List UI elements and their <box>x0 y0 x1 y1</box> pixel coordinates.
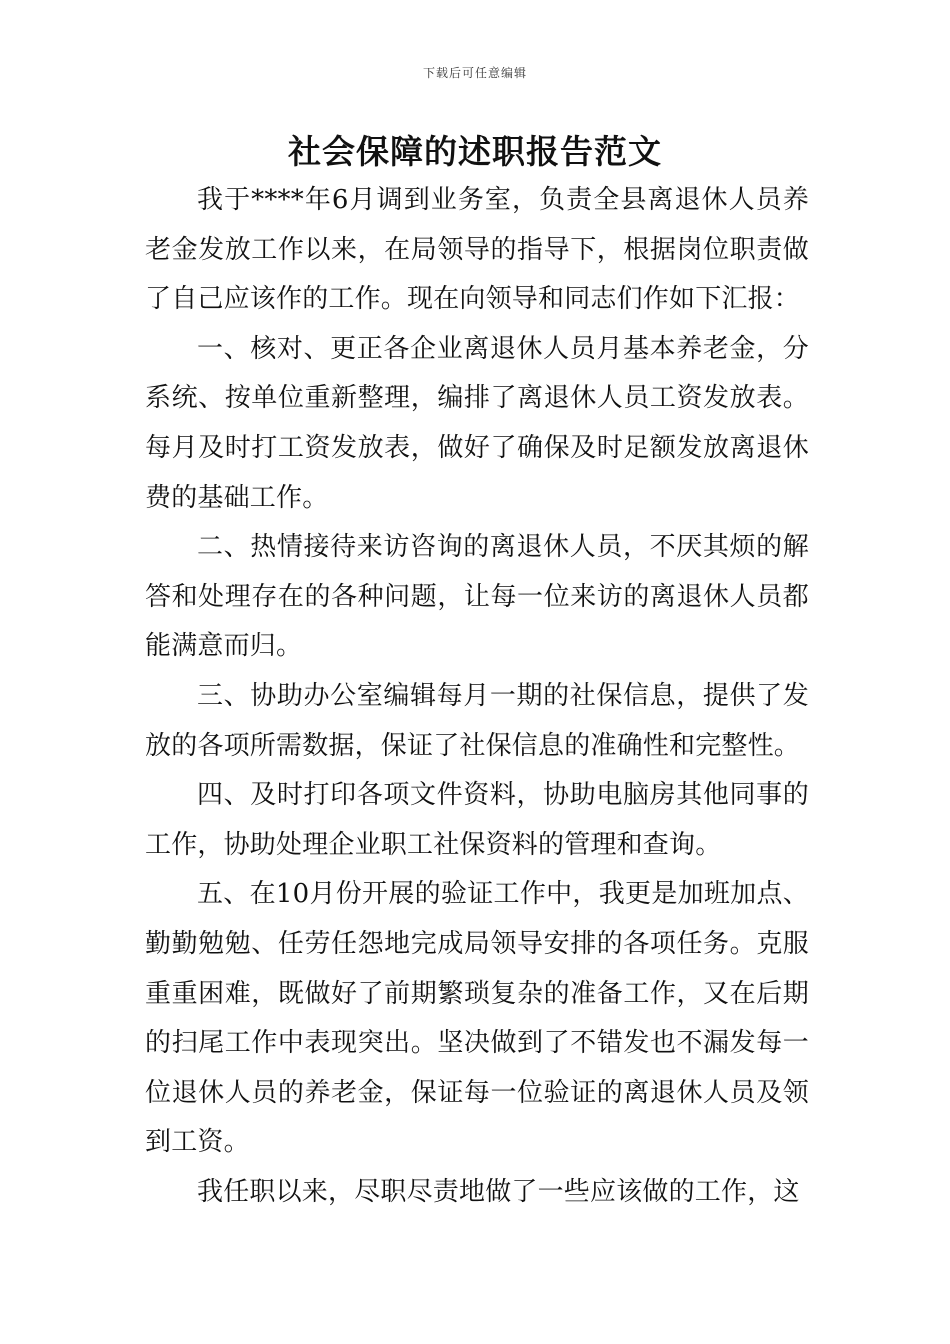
paragraph-item-5: 五、在10月份开展的验证工作中，我更是加班加点、勤勤勉勉、任劳任怨地完成局领导安排的各项任务。克服重重困难，既做好了前期繁琐复杂的准备工作，又在后期的扫尾工作中表现突出。坚决做到了不错发也不漏发每一位退休人员的养老金，保证每一位验证的离退休人员及领到工资。 <box>145 879 809 1158</box>
paragraph-item-3: 三、协助办公室编辑每月一期的社保信息，提供了发放的各项所需数据，保证了社保信息的准确性和完整性。 <box>145 680 809 761</box>
document-title: 社会保障的述职报告范文 <box>288 132 662 171</box>
paragraph-item-2: 二、热情接待来访咨询的离退休人员，不厌其烦的解答和处理存在的各种问题，让每一位来访的离退休人员都能满意而归。 <box>145 532 809 662</box>
header-note: 下载后可任意编辑 <box>422 66 527 80</box>
paragraph-item-4: 四、及时打印各项文件资料，协助电脑房其他同事的工作，协助处理企业职工社保资料的管理和查询。 <box>145 780 809 860</box>
paragraph-closing: 我任职以来，尽职尽责地做了一些应该做的工作，这 <box>197 1176 800 1207</box>
paragraph-item-1: 一、核对、更正各企业离退休人员月基本养老金，分系统、按单位重新整理，编排了离退休人员工资发放表。每月及时打工资发放表，做好了确保及时足额发放离退休费的基础工作。 <box>145 333 809 513</box>
paragraph-intro: 我于****年6月调到业务室，负责全县离退休人员养老金发放工作以来，在局领导的指导下，根据岗位职责做了自己应该作的工作。现在向领导和同志们作如下汇报： <box>145 185 809 315</box>
document-body <box>145 176 809 1217</box>
